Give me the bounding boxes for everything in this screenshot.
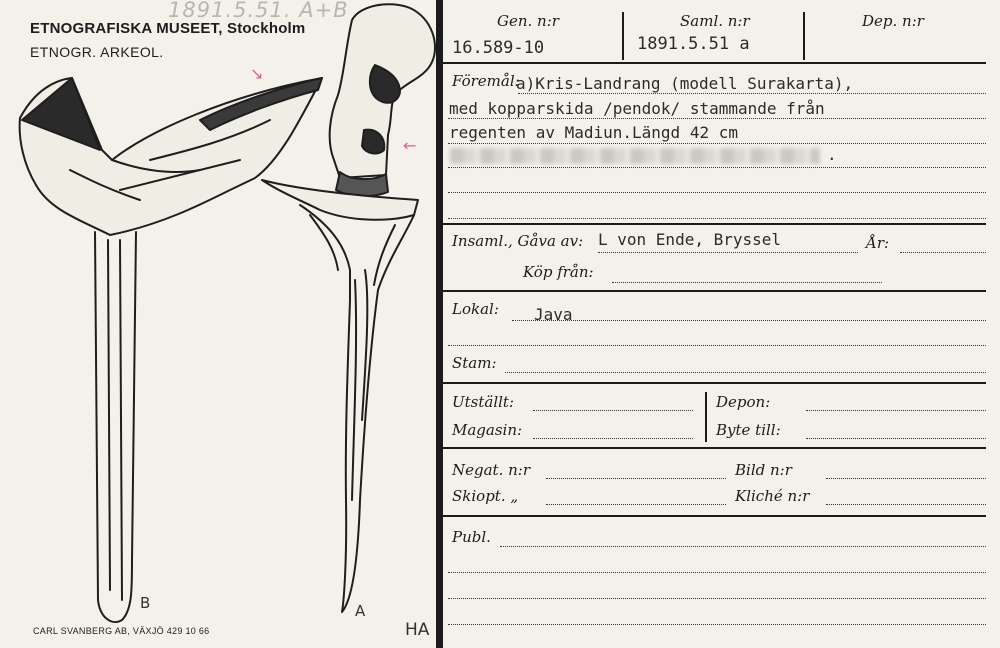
kop-label: Köp från: [523,263,594,281]
insaml-value: L von Ende, Bryssel [598,230,782,249]
negat-label: Negat. n:r [452,461,530,479]
depon-label: Depon: [716,393,771,411]
dotted-line [448,118,986,119]
foremal-label: Föremål: [452,72,520,90]
drawing-label-a: A [355,602,366,620]
ar-label: År: [866,234,890,252]
dotted-line [448,624,986,625]
dotted-line [598,252,858,253]
printer-imprint: CARL SVANBERG AB, VÄXJÖ 429 10 66 [33,626,210,636]
stam-label: Stam: [452,354,497,372]
insaml-label: Insaml., Gåva av: [452,232,584,250]
sheath-drawing-b [20,78,322,622]
bild-label: Bild n:r [735,461,792,479]
section-rule [443,447,986,449]
foremal-line-1: a)Kris-Landrang (modell Surakarta), [516,74,854,93]
pencil-inventory-number: 1891.5.51. A+B [168,0,349,22]
pink-arrow-mark: ← [403,136,417,155]
card-divider [436,0,443,648]
kris-drawing [0,0,436,648]
dotted-line [448,598,986,599]
section-rule [443,223,986,225]
dotted-line [448,143,986,144]
skiopt-label: Skiopt. „ [452,487,519,505]
gen-nr-value: 16.589-10 [452,38,545,58]
department-name: ETNOGR. ARKEOL. [30,44,164,60]
utstallt-label: Utställt: [452,393,515,411]
dotted-line [826,504,986,505]
dotted-line [546,478,726,479]
foremal-end-mark: . [827,145,837,164]
dotted-line [448,192,986,193]
dotted-line [448,572,986,573]
museum-name: ETNOGRAFISKA MUSEET, Stockholm [30,20,306,37]
dotted-line [826,478,986,479]
dotted-line [806,438,986,439]
dotted-line [448,218,986,219]
section-rule [443,515,986,517]
dep-nr-label: Dep. n:r [862,12,924,30]
dotted-line [900,252,986,253]
byte-label: Byte till: [716,421,781,439]
handwritten-initials: HA [405,620,430,640]
redacted-text [450,148,820,164]
saml-nr-value: 1891.5.51 a [637,34,750,54]
dotted-line [533,410,693,411]
dotted-line [612,282,882,283]
drawing-label-b: B [140,594,151,612]
dotted-line [512,320,986,321]
publ-label: Publ. [452,528,491,546]
gen-nr-label: Gen. n:r [497,12,559,30]
foremal-line-2: med kopparskida /pendok/ stammande från [449,99,825,118]
dotted-line [806,410,986,411]
dotted-line [505,372,986,373]
pink-arrow-mark: ↘ [250,64,264,83]
dotted-line [533,438,693,439]
lokal-label: Lokal: [452,300,499,318]
foremal-line-3: regenten av Madiun.Längd 42 cm [449,123,738,142]
dotted-line [500,546,986,547]
dotted-line [448,167,986,168]
section-rule [443,62,986,64]
dotted-line [448,345,986,346]
magasin-label: Magasin: [452,421,523,439]
header-divider [622,12,624,60]
section-rule [443,290,986,292]
dotted-line [546,504,726,505]
section-rule [443,382,986,384]
saml-nr-label: Saml. n:r [680,12,750,30]
lokal-value: Java [534,305,573,324]
dotted-line [518,93,986,94]
section-divider [705,392,707,442]
kliche-label: Kliché n:r [735,487,810,505]
header-divider [803,12,805,60]
